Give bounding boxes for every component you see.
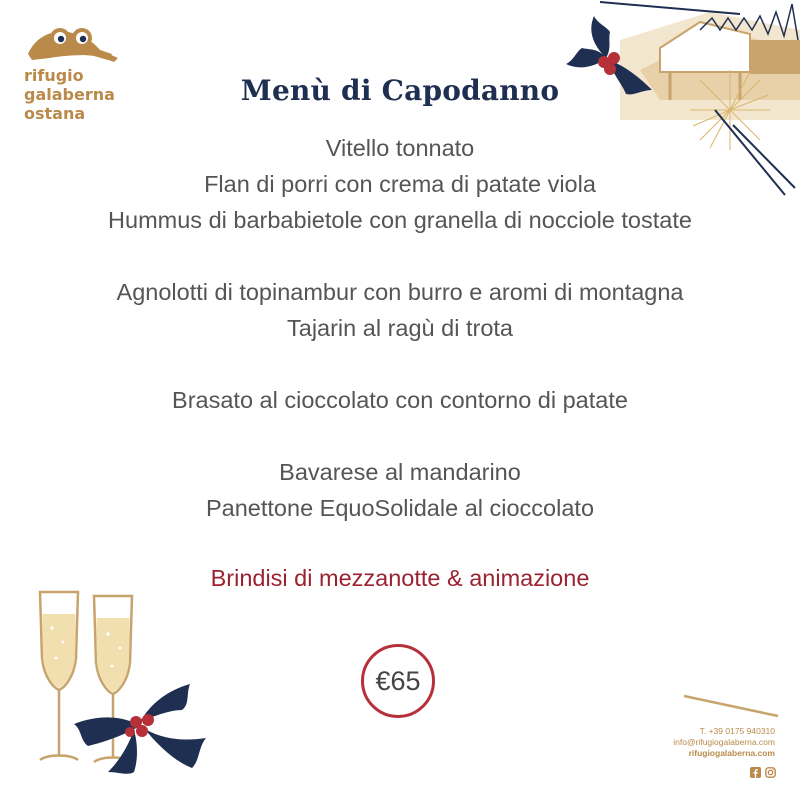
decorative-divider [684, 694, 784, 718]
frog-logo-icon [22, 24, 122, 68]
dish-item: Panettone EquoSolidale al cioccolato [205, 495, 595, 521]
dish-item: Brasato al cioccolato con contorno di patate [172, 387, 628, 413]
course-secondo [0, 382, 800, 418]
contact-phone[interactable]: T. +39 0175 940310 [699, 726, 775, 736]
dish-item: Bavarese al mandarino [279, 459, 521, 485]
course-primi [0, 274, 800, 346]
dish-item: Agnolotti di topinambur con burro e aromi di montagna [116, 279, 684, 305]
page-title: Menù di Capodanno [240, 74, 560, 107]
brand-line-3: ostana [24, 104, 86, 123]
menu-list [0, 130, 800, 562]
social-links [750, 765, 776, 776]
brand-line-2: galaberna [24, 85, 115, 104]
holly-icon [70, 676, 210, 776]
contact-info [673, 726, 775, 759]
facebook-icon[interactable] [750, 765, 761, 776]
course-dolci [0, 454, 800, 526]
contact-email[interactable]: info@rifugiogalaberna.com [673, 737, 775, 747]
dish-item: Vitello tonnato [325, 135, 475, 161]
contact-website[interactable]: rifugiogalaberna.com [688, 748, 775, 758]
instagram-icon[interactable] [765, 765, 776, 776]
dish-item: Hummus di barbabietole con granella di nocciole tostate [108, 207, 692, 233]
price-value: €65 [375, 665, 421, 696]
course-antipasti [0, 130, 800, 238]
brand-line-1: rifugio [24, 66, 84, 85]
dish-item: Flan di porri con crema di patate viola [204, 171, 596, 197]
dish-item: Tajarin al ragù di trota [287, 315, 513, 341]
price-badge [361, 644, 435, 718]
special-event-text: Brindisi di mezzanotte & animazione [210, 565, 590, 591]
